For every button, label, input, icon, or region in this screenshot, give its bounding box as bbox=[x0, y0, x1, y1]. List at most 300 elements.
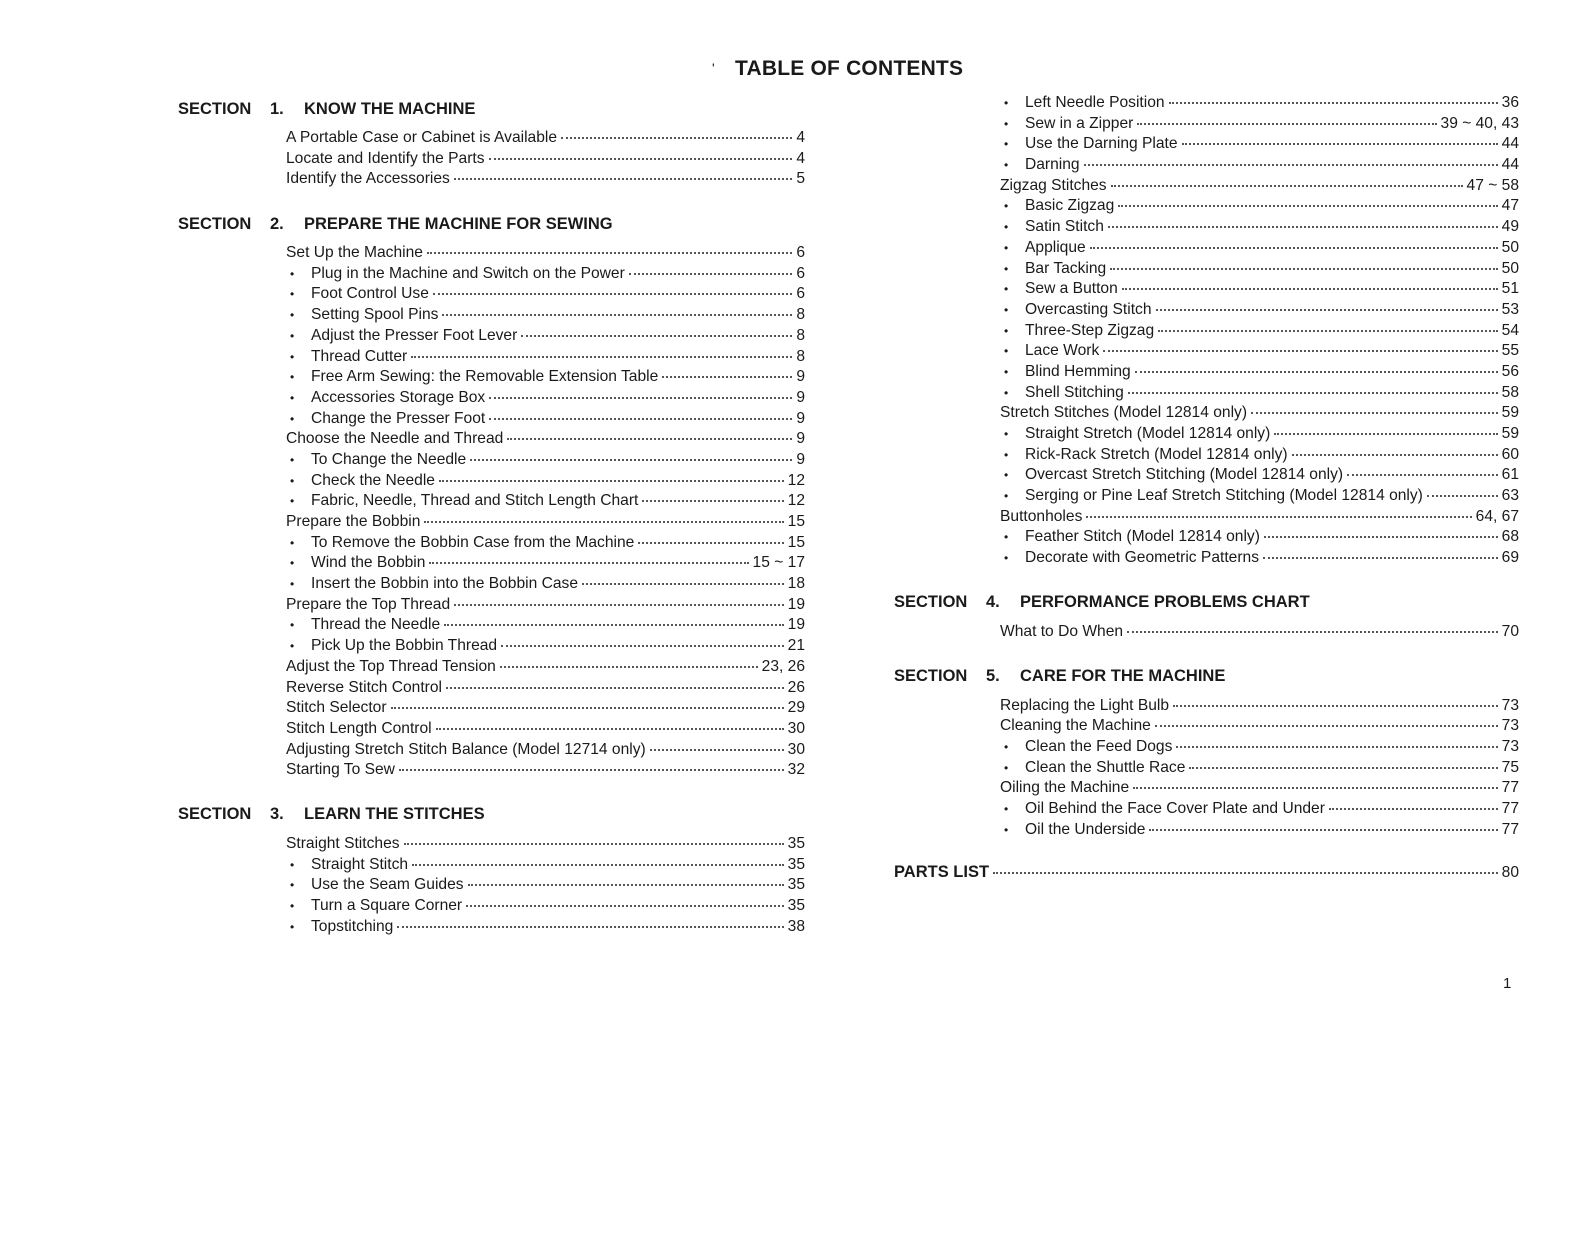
dot-leader bbox=[1128, 392, 1498, 394]
dot-leader bbox=[638, 542, 783, 544]
entry-title-text: Accessories Storage Box bbox=[311, 388, 486, 406]
toc-entry[interactable] bbox=[286, 637, 805, 658]
entry-title-text: To Remove the Bobbin Case from the Machine bbox=[311, 533, 635, 551]
bullet-icon: • bbox=[290, 494, 295, 509]
entry-page: 18 bbox=[787, 575, 805, 593]
section-number: 1. bbox=[270, 99, 284, 118]
entry-title-text: Stretch Stitches (Model 12814 only) bbox=[1000, 404, 1248, 422]
toc-entry[interactable] bbox=[1000, 528, 1519, 549]
entry-title-text: Sew in a Zipper bbox=[1025, 114, 1134, 132]
dot-leader bbox=[489, 158, 793, 160]
toc-entry[interactable] bbox=[1000, 508, 1519, 529]
entry-title bbox=[286, 876, 464, 894]
dot-leader bbox=[1158, 330, 1497, 332]
entry-title-text: Prepare the Top Thread bbox=[286, 595, 451, 613]
entry-title-text: Stitch Selector bbox=[286, 699, 387, 717]
bullet-icon: • bbox=[1004, 822, 1009, 837]
toc-entry[interactable] bbox=[1000, 384, 1519, 405]
toc-entry[interactable] bbox=[286, 430, 805, 451]
dot-leader bbox=[1090, 247, 1498, 249]
entry-page: 50 bbox=[1501, 238, 1519, 256]
toc-entry[interactable] bbox=[286, 472, 805, 493]
entry-title bbox=[1000, 322, 1154, 340]
bullet-icon: • bbox=[290, 452, 295, 467]
toc-entry[interactable] bbox=[286, 368, 805, 389]
entry-title-text: Cleaning the Machine bbox=[1000, 717, 1151, 735]
entry-title-text: Rick-Rack Stretch (Model 12814 only) bbox=[1025, 445, 1288, 463]
entry-title bbox=[1000, 260, 1106, 278]
entry-title bbox=[1000, 177, 1107, 195]
toc-entry[interactable] bbox=[1000, 156, 1519, 177]
toc-entry[interactable] bbox=[286, 513, 805, 534]
entry-page: 9 bbox=[796, 409, 805, 427]
toc-entry[interactable] bbox=[1000, 135, 1519, 156]
dot-leader bbox=[442, 314, 792, 316]
section-label: SECTION bbox=[178, 805, 252, 824]
entry-page: 35 bbox=[787, 834, 805, 852]
toc-entry[interactable] bbox=[286, 410, 805, 431]
dot-leader bbox=[521, 335, 792, 337]
toc-entry[interactable] bbox=[1000, 466, 1519, 487]
entry-page: 9 bbox=[796, 430, 805, 448]
entry-page: 63 bbox=[1501, 487, 1519, 505]
dot-leader bbox=[1169, 102, 1498, 104]
entry-title-text: A Portable Case or Cabinet is Available bbox=[286, 129, 558, 146]
bullet-icon: • bbox=[1004, 344, 1009, 359]
dot-leader bbox=[500, 666, 758, 668]
entry-title-text: Sew a Button bbox=[1025, 280, 1118, 298]
dot-leader bbox=[1110, 268, 1497, 270]
toc-entry[interactable] bbox=[1000, 280, 1519, 301]
entry-title-text: Adjusting Stretch Stitch Balance (Model 12714 only) bbox=[286, 740, 646, 758]
toc-entry[interactable] bbox=[286, 596, 805, 617]
dot-leader bbox=[501, 645, 784, 647]
bullet-icon: • bbox=[290, 556, 295, 571]
entry-title-text: Locate and Identify the Parts bbox=[286, 149, 485, 167]
dot-leader bbox=[489, 418, 792, 420]
toc-entry[interactable] bbox=[286, 451, 805, 472]
bullet-icon: • bbox=[1004, 489, 1009, 504]
entry-page: 9 bbox=[796, 450, 805, 468]
entry-page: 15 bbox=[787, 533, 805, 551]
entry-title-text: Identify the Accessories bbox=[286, 170, 450, 188]
toc-entry[interactable] bbox=[1000, 115, 1519, 136]
dot-leader bbox=[650, 749, 784, 751]
entry-title-text: Oiling the Machine bbox=[1000, 779, 1130, 797]
toc-entry[interactable] bbox=[1000, 404, 1519, 425]
entry-title-text: Turn a Square Corner bbox=[311, 897, 463, 914]
toc-entry[interactable] bbox=[286, 492, 805, 513]
toc-entry[interactable] bbox=[286, 306, 805, 327]
dot-leader bbox=[427, 252, 792, 254]
toc-entry[interactable] bbox=[1000, 717, 1519, 738]
toc-entry[interactable] bbox=[1000, 94, 1519, 115]
toc-entry[interactable] bbox=[286, 327, 805, 348]
bullet-icon: • bbox=[1004, 240, 1009, 255]
entry-title-text: Three-Step Zigzag bbox=[1025, 321, 1155, 339]
entry-title bbox=[286, 679, 442, 697]
toc-entry[interactable] bbox=[1000, 260, 1519, 281]
entry-page: 36 bbox=[1501, 94, 1519, 111]
toc-entry[interactable] bbox=[286, 534, 805, 555]
dot-leader bbox=[1427, 495, 1498, 497]
bullet-icon: • bbox=[1004, 220, 1009, 235]
entry-title-text: Thread Cutter bbox=[311, 347, 408, 365]
entry-page: 38 bbox=[787, 917, 805, 935]
entry-title-text: Thread the Needle bbox=[311, 616, 441, 634]
entry-page: 69 bbox=[1501, 549, 1519, 567]
parts-list-label: PARTS LIST bbox=[894, 863, 990, 882]
bullet-icon: • bbox=[290, 370, 295, 385]
entry-page: 77 bbox=[1501, 779, 1519, 797]
entry-title bbox=[1000, 759, 1185, 777]
dot-leader bbox=[1137, 123, 1436, 125]
entry-page: 49 bbox=[1501, 218, 1519, 236]
entry-title bbox=[286, 472, 435, 490]
toc-entry[interactable] bbox=[286, 150, 805, 171]
dot-leader bbox=[662, 376, 792, 378]
entry-title bbox=[286, 761, 395, 779]
entry-title bbox=[286, 368, 658, 386]
toc-entry[interactable] bbox=[286, 897, 805, 918]
toc-entry[interactable] bbox=[286, 835, 805, 856]
toc-entry[interactable] bbox=[1000, 800, 1519, 821]
bullet-icon: • bbox=[290, 349, 295, 364]
toc-entry[interactable] bbox=[286, 554, 805, 575]
dot-leader bbox=[1173, 705, 1498, 707]
entry-title-text: Zigzag Stitches bbox=[1000, 176, 1107, 194]
entry-title-text: Foot Control Use bbox=[311, 285, 429, 303]
toc-entry[interactable] bbox=[1000, 177, 1519, 198]
dot-leader bbox=[582, 583, 784, 585]
toc-entry[interactable] bbox=[1000, 759, 1519, 780]
dot-leader bbox=[424, 521, 783, 523]
entry-title bbox=[286, 150, 485, 168]
toc-entry[interactable] bbox=[286, 285, 805, 306]
dot-leader bbox=[1292, 454, 1498, 456]
entry-title bbox=[1000, 528, 1260, 546]
entry-title-text: Pick Up the Bobbin Thread bbox=[311, 637, 498, 655]
bullet-icon: • bbox=[1004, 323, 1009, 338]
entry-page: 19 bbox=[787, 616, 805, 634]
entry-page: 56 bbox=[1501, 362, 1519, 380]
entry-title-text: Topstitching bbox=[311, 917, 394, 935]
dot-leader bbox=[507, 438, 792, 440]
entry-page: 4 bbox=[796, 149, 805, 167]
toc-entry[interactable] bbox=[1000, 342, 1519, 363]
entry-page: 35 bbox=[787, 876, 805, 894]
bullet-icon: • bbox=[290, 266, 295, 281]
entry-title-text: Straight Stretch (Model 12814 only) bbox=[1025, 425, 1271, 442]
toc-entry[interactable] bbox=[1000, 239, 1519, 260]
toc-entry[interactable] bbox=[1000, 218, 1519, 239]
section-number: 4. bbox=[986, 593, 1000, 612]
entry-page: 70 bbox=[1501, 622, 1519, 640]
entry-page: 44 bbox=[1501, 135, 1519, 153]
entry-page: 8 bbox=[796, 347, 805, 365]
entry-title bbox=[1000, 549, 1259, 567]
entry-page: 6 bbox=[796, 244, 805, 262]
bullet-icon: • bbox=[290, 639, 295, 654]
dot-leader bbox=[454, 604, 784, 606]
toc-entry[interactable] bbox=[286, 658, 805, 679]
toc-entry[interactable] bbox=[286, 389, 805, 410]
toc-entry[interactable] bbox=[286, 265, 805, 286]
entry-page: 73 bbox=[1501, 737, 1519, 755]
toc-entry[interactable] bbox=[1000, 821, 1519, 842]
entry-title bbox=[1000, 197, 1114, 215]
entry-title bbox=[1000, 697, 1169, 715]
bullet-icon: • bbox=[1004, 158, 1009, 173]
entry-title-text: Straight Stitches bbox=[286, 834, 400, 852]
dot-leader bbox=[1108, 226, 1498, 228]
dot-leader bbox=[1182, 143, 1498, 145]
dot-leader bbox=[1122, 288, 1498, 290]
bullet-icon: • bbox=[290, 473, 295, 488]
entry-title bbox=[286, 637, 497, 655]
stray-mark: ' bbox=[712, 60, 715, 76]
dot-leader bbox=[1135, 371, 1498, 373]
toc-entry[interactable] bbox=[1000, 322, 1519, 343]
toc-entry[interactable] bbox=[1000, 197, 1519, 218]
entry-title-text: Plug in the Machine and Switch on the Power bbox=[311, 264, 625, 282]
toc-entry[interactable] bbox=[1000, 446, 1519, 467]
bullet-icon: • bbox=[1004, 530, 1009, 545]
entry-title bbox=[1000, 94, 1165, 112]
bullet-icon: • bbox=[1004, 137, 1009, 152]
section-label: SECTION bbox=[894, 593, 968, 612]
section-entries bbox=[1000, 697, 1519, 842]
dot-leader bbox=[1263, 557, 1498, 559]
bullet-icon: • bbox=[290, 328, 295, 343]
entry-page: 35 bbox=[787, 897, 805, 914]
dot-leader bbox=[397, 926, 783, 928]
entry-title bbox=[286, 170, 450, 188]
entry-title-text: Lace Work bbox=[1025, 342, 1100, 360]
section-title: KNOW THE MACHINE bbox=[304, 99, 476, 118]
bullet-icon: • bbox=[290, 287, 295, 302]
entry-title bbox=[286, 897, 462, 915]
entry-title bbox=[1000, 384, 1124, 402]
entry-title-text: Setting Spool Pins bbox=[311, 306, 439, 324]
toc-entry[interactable] bbox=[1000, 425, 1519, 446]
toc-entry[interactable] bbox=[286, 679, 805, 700]
entry-title-text: Buttonholes bbox=[1000, 507, 1083, 525]
dot-leader bbox=[411, 356, 792, 358]
dot-leader bbox=[642, 500, 783, 502]
entry-title-text: Basic Zigzag bbox=[1025, 197, 1115, 215]
entry-page: 29 bbox=[787, 699, 805, 717]
entry-title bbox=[286, 720, 432, 738]
toc-entry[interactable] bbox=[286, 575, 805, 596]
toc-entry[interactable] bbox=[286, 761, 805, 782]
dot-leader bbox=[993, 872, 1498, 874]
entry-title bbox=[286, 244, 423, 262]
entry-title bbox=[1000, 280, 1118, 298]
toc-entry[interactable] bbox=[286, 170, 805, 191]
toc-entry[interactable] bbox=[1000, 549, 1519, 570]
entry-title-text: Stitch Length Control bbox=[286, 719, 432, 737]
dot-leader bbox=[1155, 725, 1498, 727]
toc-entry[interactable] bbox=[286, 720, 805, 741]
section-title: LEARN THE STITCHES bbox=[304, 805, 485, 824]
entry-title-text: Use the Darning Plate bbox=[1025, 135, 1178, 153]
dot-leader bbox=[468, 884, 784, 886]
entry-title-text: Use the Seam Guides bbox=[311, 876, 464, 894]
bullet-icon: • bbox=[1004, 364, 1009, 379]
entry-title-text: Applique bbox=[1025, 238, 1086, 256]
entry-title bbox=[286, 575, 578, 593]
section-heading bbox=[178, 804, 805, 826]
dot-leader bbox=[489, 397, 792, 399]
entry-page: 51 bbox=[1501, 280, 1519, 298]
dot-leader bbox=[1264, 536, 1498, 538]
entry-title-text: Satin Stitch bbox=[1025, 218, 1104, 236]
entry-title bbox=[286, 285, 429, 303]
toc-entry[interactable] bbox=[1000, 363, 1519, 384]
bullet-icon: • bbox=[290, 577, 295, 592]
entry-title bbox=[1000, 239, 1086, 257]
dot-leader bbox=[1274, 433, 1497, 435]
dot-leader bbox=[391, 707, 784, 709]
toc-entry[interactable] bbox=[286, 876, 805, 897]
bullet-icon: • bbox=[1004, 760, 1009, 775]
dot-leader bbox=[399, 769, 784, 771]
bullet-icon: • bbox=[1004, 468, 1009, 483]
entry-title bbox=[286, 389, 485, 407]
entry-title bbox=[286, 265, 625, 283]
bullet-icon: • bbox=[290, 878, 295, 893]
entry-page: 73 bbox=[1501, 696, 1519, 714]
bullet-icon: • bbox=[1004, 447, 1009, 462]
bullet-icon: • bbox=[290, 535, 295, 550]
section-entries bbox=[286, 129, 805, 191]
entry-page: 50 bbox=[1501, 259, 1519, 277]
section-title: PREPARE THE MACHINE FOR SEWING bbox=[304, 214, 613, 233]
entry-title bbox=[286, 534, 634, 552]
dot-leader bbox=[1189, 767, 1497, 769]
toc-entry[interactable] bbox=[1000, 697, 1519, 718]
entry-title-text: What to Do When bbox=[1000, 622, 1124, 640]
bullet-icon: • bbox=[1004, 427, 1009, 441]
toc-entry[interactable] bbox=[286, 856, 805, 877]
entry-title-text: Straight Stitch bbox=[311, 855, 409, 873]
entry-page: 73 bbox=[1501, 717, 1519, 735]
dot-leader bbox=[1176, 746, 1497, 748]
bullet-icon: • bbox=[1004, 261, 1009, 276]
entry-title-text: Left Needle Position bbox=[1025, 94, 1165, 111]
dot-leader bbox=[629, 273, 793, 275]
section-label: SECTION bbox=[894, 667, 968, 685]
toc-entry[interactable] bbox=[1000, 301, 1519, 322]
bullet-icon: • bbox=[1004, 96, 1009, 110]
entry-page: 4 bbox=[796, 129, 805, 146]
section-entries bbox=[286, 244, 805, 782]
toc-entry[interactable] bbox=[286, 244, 805, 265]
bullet-icon: • bbox=[290, 857, 295, 872]
entry-title bbox=[286, 658, 496, 676]
toc-entry[interactable] bbox=[1000, 738, 1519, 759]
toc-entry[interactable] bbox=[286, 129, 805, 150]
entry-title-text: Feather Stitch (Model 12814 only) bbox=[1025, 528, 1260, 546]
entry-title-text: Shell Stitching bbox=[1025, 383, 1124, 401]
entry-page: 32 bbox=[787, 761, 805, 779]
dot-leader bbox=[436, 728, 784, 730]
section-number: 3. bbox=[270, 805, 284, 824]
entry-page: 53 bbox=[1501, 300, 1519, 318]
entry-title-text: Oil Behind the Face Cover Plate and Under bbox=[1025, 799, 1325, 817]
entry-title bbox=[1000, 425, 1270, 443]
entry-title-text: Free Arm Sewing: the Removable Extension Table bbox=[311, 368, 659, 386]
toc-entry[interactable] bbox=[286, 918, 805, 939]
entry-page: 30 bbox=[787, 719, 805, 737]
toc-entry[interactable] bbox=[286, 699, 805, 720]
dot-leader bbox=[1329, 808, 1498, 810]
entry-title-text: Clean the Shuttle Race bbox=[1025, 758, 1186, 776]
bullet-icon: • bbox=[1004, 385, 1009, 400]
entry-page: 23, 26 bbox=[761, 657, 805, 675]
page-number: 1 bbox=[1503, 975, 1512, 992]
entry-title bbox=[286, 348, 407, 366]
entry-title bbox=[1000, 623, 1123, 641]
dot-leader bbox=[561, 137, 792, 139]
entry-title bbox=[286, 741, 646, 759]
entry-title-text: Decorate with Geometric Patterns bbox=[1025, 549, 1259, 567]
dot-leader bbox=[439, 480, 784, 482]
entry-page: 64, 67 bbox=[1475, 507, 1519, 525]
entry-page: 55 bbox=[1501, 342, 1519, 360]
section-title: PERFORMANCE PROBLEMS CHART bbox=[1020, 593, 1310, 612]
toc-entry[interactable] bbox=[1000, 487, 1519, 508]
section-heading bbox=[178, 98, 805, 120]
entry-title-text: Overcasting Stitch bbox=[1025, 300, 1152, 318]
dot-leader bbox=[404, 843, 784, 845]
dot-leader bbox=[1111, 185, 1463, 187]
dot-leader bbox=[1156, 309, 1498, 311]
parts-list-entry[interactable] bbox=[894, 863, 1519, 882]
toc-entry[interactable] bbox=[1000, 623, 1519, 644]
section-entries bbox=[286, 835, 805, 938]
entry-page: 8 bbox=[796, 306, 805, 324]
entry-title-text: Adjust the Presser Foot Lever bbox=[311, 326, 518, 344]
bullet-icon: • bbox=[290, 919, 295, 934]
entry-title bbox=[1000, 738, 1172, 756]
entry-title-text: Starting To Sew bbox=[286, 761, 395, 779]
entry-page: 59 bbox=[1501, 404, 1519, 422]
entry-page: 15 ~ 17 bbox=[752, 554, 805, 572]
entry-title-text: Oil the Underside bbox=[1025, 820, 1146, 838]
dot-leader bbox=[1103, 350, 1497, 352]
dot-leader bbox=[1118, 205, 1497, 207]
entry-title bbox=[1000, 342, 1099, 360]
entry-page: 6 bbox=[796, 285, 805, 303]
entry-page: 9 bbox=[796, 368, 805, 386]
toc-entry[interactable] bbox=[286, 348, 805, 369]
toc-entry[interactable] bbox=[286, 616, 805, 637]
entry-title bbox=[286, 835, 400, 853]
toc-entry[interactable] bbox=[1000, 779, 1519, 800]
toc-entry[interactable] bbox=[286, 741, 805, 762]
section-title: CARE FOR THE MACHINE bbox=[1020, 667, 1226, 685]
dot-leader bbox=[454, 178, 792, 180]
bullet-icon: • bbox=[290, 390, 295, 405]
entry-title bbox=[286, 306, 438, 324]
entry-page: 6 bbox=[796, 264, 805, 282]
entry-title-text: Set Up the Machine bbox=[286, 244, 423, 262]
entry-title bbox=[286, 492, 638, 510]
entry-title bbox=[1000, 135, 1178, 153]
dot-leader bbox=[1347, 474, 1498, 476]
